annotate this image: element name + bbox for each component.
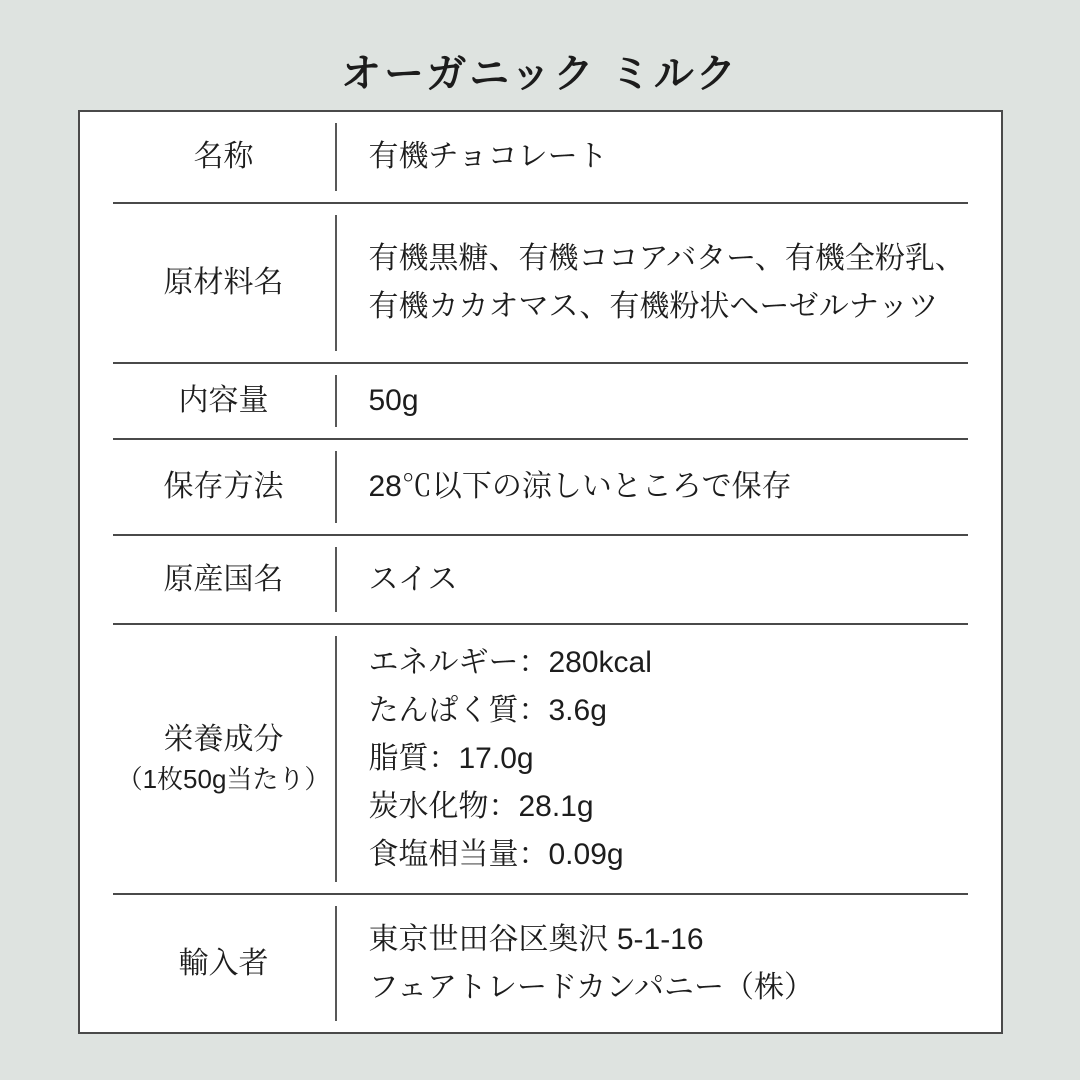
row-label [113, 123, 337, 191]
row-value [337, 636, 968, 882]
product-info-table [78, 110, 1003, 1034]
row-value [337, 547, 968, 612]
row-value-line: 有機カカオマス、有機粉状ヘーゼルナッツ [368, 290, 939, 323]
row-value [337, 215, 968, 351]
row-value-line: 28℃以下の涼しいところで保存 [368, 470, 792, 503]
table-row-storage [113, 440, 968, 536]
row-value-line: スイス [368, 562, 458, 596]
nutrition-protein: たんぱく質：3.6g [368, 694, 607, 727]
table-row-importer [113, 895, 968, 1032]
table-row-net-content [113, 364, 968, 440]
row-label [113, 375, 337, 427]
nutrition-energy: エネルギー：280kcal [368, 646, 652, 679]
row-label-text: 名称 [193, 140, 254, 173]
row-value-line: 有機黒糖、有機ココアバター、有機全粉乳、 [368, 242, 965, 275]
row-label [113, 636, 337, 882]
table-row-ingredients [113, 204, 968, 364]
row-label-text: 栄養成分 [163, 723, 284, 756]
importer-address: 東京世田谷区奥沢 5-1-16 [368, 922, 704, 956]
row-label-subtext: （1枚50g当たり） [116, 764, 331, 794]
row-label [113, 215, 337, 351]
row-value-line: 50g [368, 384, 419, 417]
row-label-text: 原産国名 [163, 562, 284, 596]
row-label-text: 保存方法 [163, 470, 284, 503]
page-title: オーガニック ミルク [341, 52, 739, 96]
nutrition-salt: 食塩相当量：0.09g [368, 838, 624, 871]
table-row-nutrition [113, 625, 968, 895]
row-value [337, 375, 968, 427]
nutrition-carbohydrate: 炭水化物：28.1g [368, 790, 594, 823]
row-value [337, 123, 968, 191]
row-value [337, 906, 968, 1021]
row-value [337, 451, 968, 523]
row-value-line: 有機チョコレート [368, 140, 608, 173]
row-label [113, 906, 337, 1021]
nutrition-fat: 脂質：17.0g [368, 742, 534, 775]
table-row-name [113, 112, 968, 204]
row-label-text: 原材料名 [163, 266, 284, 299]
row-label [113, 547, 337, 612]
importer-company: フェアトレードカンパニー（株） [368, 970, 814, 1004]
row-label [113, 451, 337, 523]
row-label-text: 内容量 [178, 384, 269, 417]
row-label-text: 輸入者 [178, 946, 269, 980]
table-row-origin-country [113, 536, 968, 625]
